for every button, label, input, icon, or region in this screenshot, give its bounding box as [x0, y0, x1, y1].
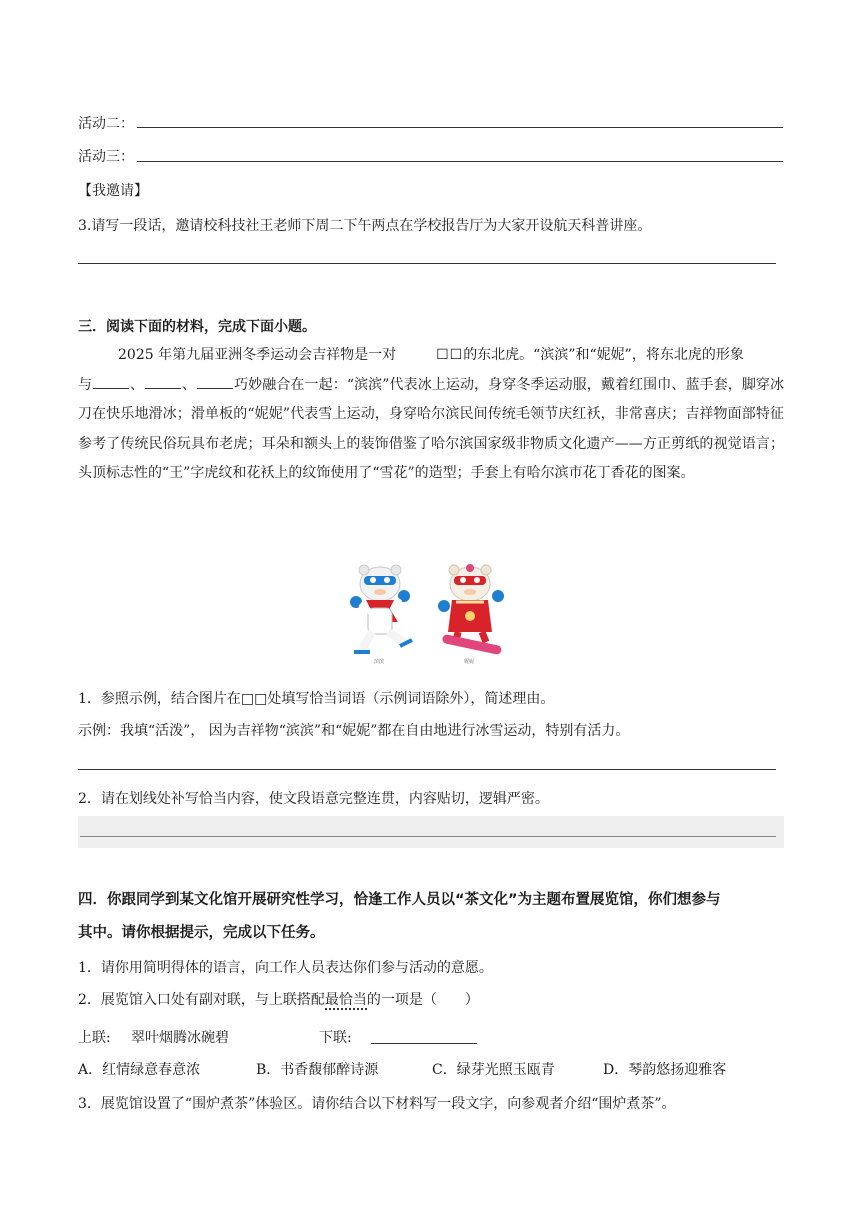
mascot-illustration — [346, 562, 516, 668]
passage-part-2: 的东北虎。“滨滨”和“妮妮”，将东北虎的形象 — [463, 347, 744, 363]
section-four-title-line1: 四．你跟同学到某文化馆开展研究性学习，恰逢工作人员以“茶文化”为主题布置展览馆，你们想参与 — [78, 892, 721, 908]
lower-couplet-blank[interactable] — [371, 1043, 477, 1044]
q2-text-start: 2．展览馆入口处有副对联，与上联搭配 — [78, 992, 325, 1008]
invite-answer-line[interactable] — [78, 263, 776, 264]
option-b-text: 书香馥郁醉诗源 — [280, 1062, 379, 1078]
option-a-text: 红情绿意春意浓 — [102, 1062, 201, 1078]
option-c[interactable] — [432, 1059, 555, 1079]
q1-answer-line[interactable] — [78, 769, 776, 770]
option-b[interactable] — [256, 1059, 378, 1079]
blank-one[interactable] — [93, 375, 129, 389]
q2-answer-line[interactable] — [80, 836, 776, 837]
activity-two-answer-line[interactable] — [137, 127, 783, 128]
separator-two: 、 — [182, 376, 196, 393]
option-b-key: B． — [256, 1062, 281, 1078]
q2-emphasis: 最恰当 — [324, 992, 367, 1008]
separator-one: 、 — [130, 376, 144, 393]
activity-three-answer-line[interactable] — [137, 161, 783, 162]
invite-question: 3.请写一段话，邀请校科技社王老师下周二下午两点在学校报告厅为大家开设航天科普讲座。 — [78, 218, 652, 234]
fill-in-boxes: ☐☐ — [436, 347, 464, 363]
blank-three[interactable] — [197, 375, 233, 389]
invite-heading: 【我邀请】 — [78, 183, 148, 199]
activity-three-label: 活动三： — [78, 149, 134, 165]
binbin-mascot — [350, 565, 412, 652]
nini-mascot — [438, 564, 504, 655]
passage-part-4: 巧妙融合在一起：“滨滨”代表冰上运动，身穿冬季运动服，戴着红围巾、蓝手套，脚穿冰刀在快乐地滑冰；滑单板的“妮妮”代表雪上运动，身穿哈尔滨民间传统毛领节庆红袄，非常喜庆；吉祥物面部特征参考了传统民俗玩具布老虎；耳朵和额头上的装饰借鉴了哈尔滨国家级非物质文化遗产——方正剪纸的视觉语言；头顶标志性的“王”字虎纹和花袄上的纹饰使用了“雪花”的造型；手套上有哈尔滨市花丁香花的图案。 — [78, 376, 784, 481]
upper-couplet-label: 上联: — [78, 1030, 111, 1046]
section-three-example: 示例：我填“活泼”， 因为吉祥物“滨滨”和“妮妮”都在自由地进行冰雪运动，特别有活力。 — [78, 723, 630, 739]
option-a[interactable] — [78, 1059, 200, 1079]
upper-couplet-text: 翠叶烟腾冰碗碧 — [131, 1030, 229, 1046]
nini-caption: 妮妮 — [464, 659, 475, 665]
q2-text-end: 的一项是（ ） — [366, 992, 479, 1008]
option-c-key: C． — [432, 1062, 457, 1078]
binbin-caption: 滨滨 — [374, 659, 385, 665]
section-three-q2: 2．请在划线处补写恰当内容，使文段语意完整连贯，内容贴切，逻辑严密。 — [78, 791, 549, 807]
section-three-q1: 1．参照示例，结合图片在□□处填写恰当词语（示例词语除外），简述理由。 — [78, 691, 555, 707]
option-a-key: A． — [78, 1062, 103, 1078]
section-four-q1: 1．请你用简明得体的语言，向工作人员表达你们参与活动的意愿。 — [78, 960, 493, 976]
section-three-passage — [78, 341, 784, 489]
passage-part-1: 2025 年第九届亚洲冬季运动会吉祥物是一对 — [118, 347, 397, 363]
mascot-image — [346, 562, 516, 668]
q2-answer-area[interactable] — [78, 816, 784, 848]
section-four-title-line2: 其中。请你根据提示，完成以下任务。 — [78, 925, 325, 941]
section-four-q2 — [78, 989, 479, 1009]
option-d[interactable] — [603, 1059, 726, 1079]
section-three-title: 三．阅读下面的材料，完成下面小题。 — [78, 319, 316, 335]
blank-two[interactable] — [145, 375, 181, 389]
passage-part-3: 与 — [78, 376, 92, 393]
option-c-text: 绿芽光照玉瓯青 — [456, 1062, 555, 1078]
section-four-q3: 3．展览馆设置了“围炉煮茶”体验区。请你结合以下材料写一段文字，向参观者介绍“围炉煮茶”。 — [78, 1096, 676, 1112]
option-d-key: D． — [603, 1062, 629, 1078]
option-d-text: 琴韵悠扬迎雅客 — [628, 1062, 727, 1078]
activity-two-label: 活动二： — [78, 116, 134, 132]
lower-couplet-label: 下联: — [319, 1030, 352, 1046]
